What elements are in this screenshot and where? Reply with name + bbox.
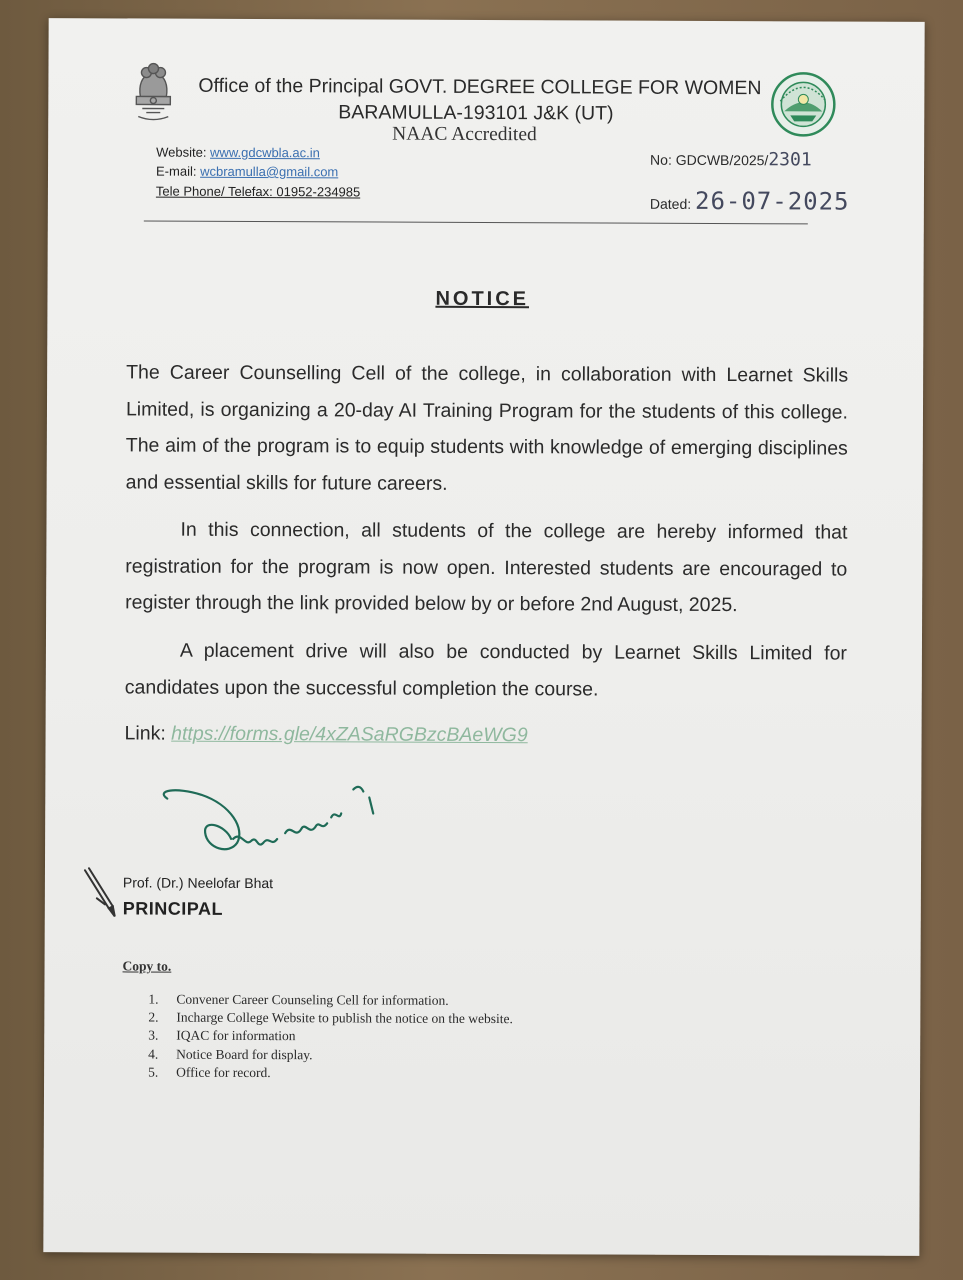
registration-link-row <box>125 722 528 747</box>
notice-paper <box>43 18 924 1256</box>
state-emblem-icon <box>128 56 178 124</box>
header-college-name: Office of the Principal GOVT. DEGREE COLLEGE FOR WOMEN <box>198 74 762 100</box>
website-row <box>156 145 320 161</box>
reference-date-label: Dated: <box>649 195 696 212</box>
email-label: E-mail: <box>155 163 201 179</box>
website-link[interactable]: www.gdcwbla.ac.in <box>210 144 320 161</box>
notice-paragraph-3-text: A placement drive will also be conducted by Learnet Skills Limited for candidates upon the successful completion the course. <box>124 639 847 700</box>
signatory-designation: PRINCIPAL <box>122 898 224 919</box>
copy-to-heading: Copy to. <box>122 958 172 974</box>
copy-to-item: 2. Incharge College Website to publish the notice on the website. <box>148 1009 513 1027</box>
notice-paragraph-1: The Career Counselling Cell of the college, in collaboration with Learnet Skills Limited, is organizing a 20-day AI Training Program for the students of this college. The aim of the program is to equip students with knowledge of emerging disciplines and essential skills for future careers. <box>125 361 849 495</box>
header-divider <box>144 221 808 225</box>
header-accreditation: NAAC Accredited <box>392 123 537 146</box>
email-link[interactable]: wcbramulla@gmail.com <box>200 163 339 180</box>
website-label: Website: <box>156 144 211 160</box>
reference-number-handwritten: 2301 <box>768 149 812 171</box>
signatory-name: Prof. (Dr.) Neelofar Bhat <box>122 874 274 892</box>
pen-stamp-icon <box>79 864 125 920</box>
registration-link[interactable]: https://forms.gle/4xZASaRGBzcBAeWG9 <box>171 722 528 747</box>
notice-paragraph-3 <box>125 632 847 708</box>
registration-link-label: Link: <box>124 722 172 745</box>
principal-signature <box>145 769 375 880</box>
phone-row <box>156 184 360 200</box>
reference-number-label: No: GDCWB/2025/ <box>650 151 769 169</box>
notice-paragraph-2-text: In this connection, all students of the college are hereby informed that registration for the program is now open. Interested students are encouraged to register through the link provided below by or before 2nd August, 2025. <box>125 518 848 617</box>
header-address: BARAMULLA-193101 J&K (UT) <box>338 101 614 125</box>
phone-number: 01952-234985 <box>276 184 361 200</box>
reference-number <box>650 149 812 171</box>
email-row <box>156 164 338 180</box>
reference-date-handwritten: 26-07-2025 <box>694 186 850 216</box>
copy-to-item: 5. Office for record. <box>148 1064 271 1080</box>
copy-to-item: 4. Notice Board for display. <box>148 1046 313 1062</box>
phone-label: Tele Phone/ Telefax: <box>155 183 277 200</box>
reference-date <box>650 187 850 216</box>
notice-title: NOTICE <box>435 287 530 311</box>
notice-paragraph-2 <box>125 511 847 624</box>
copy-to-item: 1. Convener Career Counseling Cell for information. <box>148 991 449 1008</box>
copy-to-list <box>148 991 513 1084</box>
college-seal-icon <box>770 71 836 137</box>
copy-to-item: 3. IQAC for information <box>148 1027 296 1044</box>
